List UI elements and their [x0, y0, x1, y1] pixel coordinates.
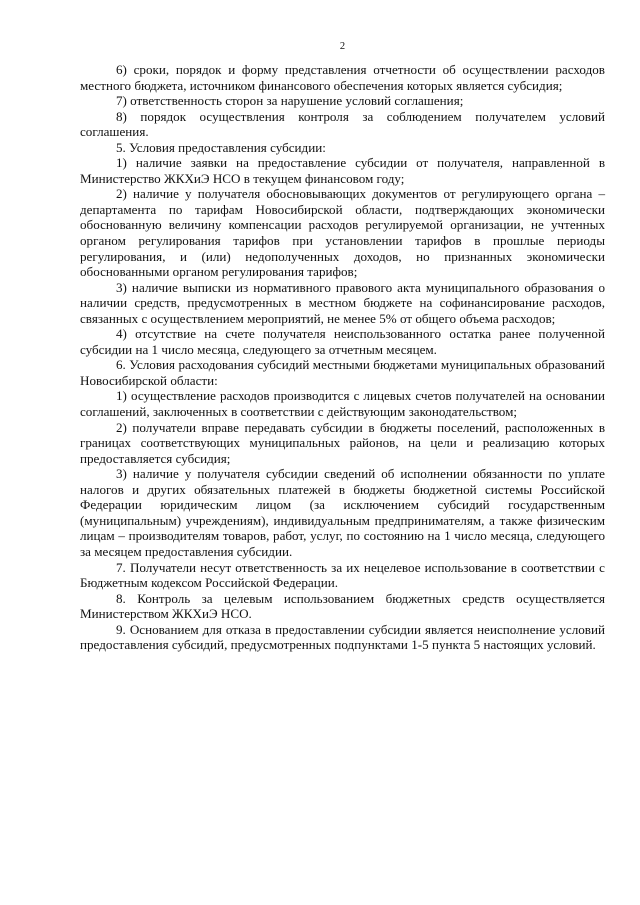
section-8: 8. Контроль за целевым использованием бюджетных средств осуществляется Министерством ЖКХиЭ НСО.	[80, 590, 605, 622]
document-body	[80, 62, 605, 653]
section-6-heading: 6. Условия расходования субсидий местными бюджетами муниципальных образований Новосибирской области:	[80, 357, 605, 388]
paragraph-7-responsibility: 7) ответственность сторон за нарушение условий соглашения;	[116, 93, 464, 109]
section-9: 9. Основанием для отказа в предоставлении субсидии является неисполнение условий предоставления субсидий, предусмотренных подпунктами 1-5 пункта 5 настоящих условий.	[80, 621, 605, 653]
condition-6-2: 2) получатели вправе передавать субсидии в бюджеты поселений, расположенных в границах соответствующих муниципальных районов, на цели и реализацию которых предоставляется субсидия;	[80, 419, 605, 466]
condition-5-1: 1) наличие заявки на предоставление субсидии от получателя, направленной в Министерство ЖКХиЭ НСО в текущем финансовом году;	[80, 155, 605, 186]
condition-5-3: 3) наличие выписки из нормативного правового акта муниципального образования о наличии средств, предусмотренных в местном бюджете на софинансирование расходов, связанных с осуществлением мероприятий, не менее 5% от общего объема расходов;	[80, 279, 605, 326]
condition-6-1: 1) осуществление расходов производится с лицевых счетов получателей на основании соглашений, заключенных в соответствии с действующим законодательством;	[80, 388, 605, 420]
condition-5-2: 2) наличие у получателя обосновывающих документов от регулирующего органа – департамента по тарифам Новосибирской области, подтверждающих экономически обоснованную величину компенсации расходов регулируемой организации, не учтенных органом регулирования тарифов при установлении тарифов в прошлые периоды регулирования, и (или) недополученных доходов, но признанных экономически обоснованными органом регулирования тарифов;	[80, 186, 605, 280]
condition-5-4: 4) отсутствие на счете получателя неиспользованного остатка ранее полученной субсидии на 1 число месяца, следующего за отчетным месяцем.	[80, 326, 605, 357]
section-7: 7. Получатели несут ответственность за их нецелевое использование в соответствии с Бюджетным кодексом Российской Федерации.	[80, 559, 605, 591]
section-5-heading: 5. Условия предоставления субсидии:	[116, 139, 326, 155]
paragraph-8-control-procedure: 8) порядок осуществления контроля за соблюдением получателем условий соглашения.	[80, 108, 605, 140]
paragraph-6-reporting-terms: 6) сроки, порядок и форму представления отчетности об осуществлении расходов местного бюджета, источником финансового обеспечения которых является субсидия;	[80, 62, 605, 93]
condition-6-3: 3) наличие у получателя субсидии сведений об исполнении обязанности по уплате налогов и других обязательных платежей в бюджеты бюджетной системы Российской Федерации юридическим лицом (за исключением субсидий государственным (муниципальным) учреждениям), индивидуальным предпринимателям, а также физическим лицам – производителям товаров, работ, услуг, по состоянию на 1 число месяца, следующего за месяцем предоставления субсидии.	[80, 466, 605, 559]
page-number: 2	[339, 41, 346, 52]
